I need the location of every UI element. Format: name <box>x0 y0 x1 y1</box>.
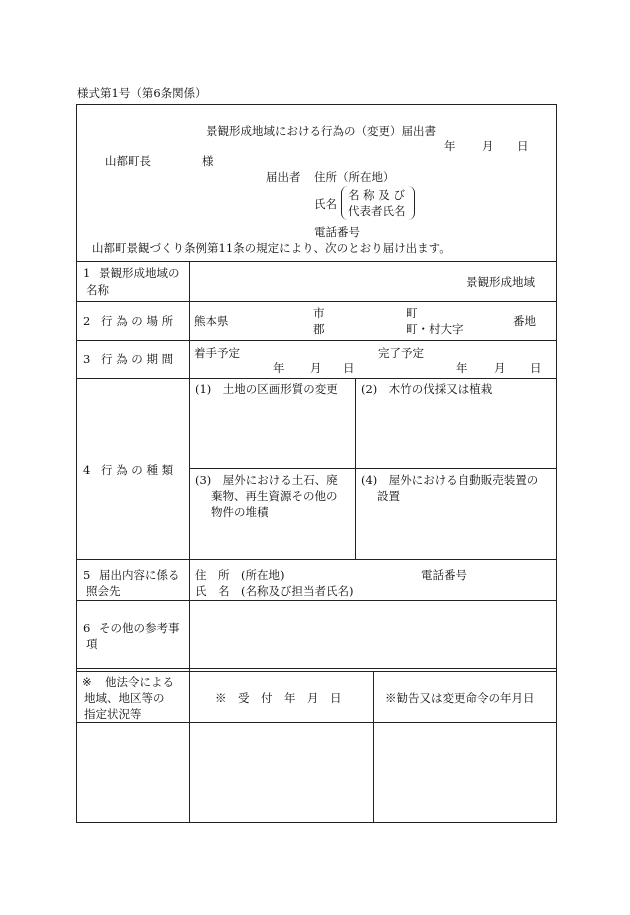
row4-kind4-line2: 設置 <box>377 489 400 503</box>
row5-address: 住 所 (所在地) <box>195 568 285 582</box>
notifier-address-label: 住所（所在地） <box>314 170 395 184</box>
divider-row3 <box>76 378 557 379</box>
notifier-label: 届出者 <box>266 170 301 184</box>
row3-end-month: 月 <box>494 361 506 375</box>
row6-num: 6 <box>83 621 91 635</box>
row2-num: 2 <box>83 314 91 328</box>
divider-label-column <box>189 261 190 823</box>
row3-start-label: 着手予定 <box>194 346 240 360</box>
addressee-honorific: 様 <box>202 154 214 168</box>
notifier-name-label: 氏名 <box>314 197 337 211</box>
row3-end-label: 完了予定 <box>378 346 424 360</box>
row2-town: 町 <box>406 306 418 320</box>
divider-row4-mid <box>189 468 557 469</box>
row4-kind3-line1: (3) 屋外における土石、廃 <box>195 473 338 487</box>
row3-start-year: 年 <box>273 361 285 375</box>
statement: 山都町景観づくり条例第11条の規定により、次のとおり届け出ます。 <box>92 241 451 255</box>
row3-label: 行 為 の 期 間 <box>101 352 174 366</box>
row5-name: 氏 名 (名称及び担当者氏名) <box>195 584 354 598</box>
form-label: 様式第1号（第6条関係） <box>77 86 207 100</box>
divider-bottom-column <box>373 671 374 823</box>
divider-bottom-header <box>76 722 557 723</box>
notifier-name-sub1: 名 称 及 び <box>348 188 405 202</box>
row6-label: その他の参考事 <box>99 621 180 635</box>
row4-kind2: (2) 木竹の伐採又は植栽 <box>361 382 493 396</box>
row1-label: 景観形成地域の <box>99 266 180 280</box>
form-title: 景観形成地域における行為の（変更）届出書 <box>206 124 436 138</box>
divider-row5 <box>76 600 557 601</box>
divider-row2 <box>76 340 557 341</box>
bottom-received-date: ※ 受 付 年 月 日 <box>215 691 342 705</box>
addressee-name: 山都町長 <box>105 154 151 168</box>
divider-row4 <box>76 559 557 560</box>
row2-pref: 熊本県 <box>194 314 229 328</box>
row2-city: 市 <box>313 306 325 320</box>
row1-value: 景観形成地域 <box>466 275 535 289</box>
row4-kind1: (1) 土地の区画形質の変更 <box>195 382 338 396</box>
row4-kind3-line2: 棄物、再生資源その他の <box>211 489 338 503</box>
row4-num: 4 <box>83 463 91 477</box>
bottom-left-line1: 他法令による <box>105 675 174 689</box>
bottom-recommendation-date: ※勧告又は変更命令の年月日 <box>385 691 535 705</box>
row4-kind4-line1: (4) 屋外における自動販売装置の <box>361 473 539 487</box>
row5-num: 5 <box>83 568 91 582</box>
row5-label-2: 照会先 <box>86 584 121 598</box>
row2-lot: 番地 <box>513 314 536 328</box>
row4-kind3-line3: 物件の堆積 <box>211 505 269 519</box>
date-month: 月 <box>482 139 494 153</box>
notifier-name-sub2: 代表者氏名 <box>348 204 406 218</box>
divider-header <box>76 261 557 262</box>
divider-row6 <box>76 668 557 669</box>
row3-end-day: 日 <box>530 361 542 375</box>
row1-num: 1 <box>83 266 91 280</box>
row3-start-month: 月 <box>310 361 322 375</box>
divider-kind-column <box>355 378 356 559</box>
row3-num: 3 <box>83 352 91 366</box>
row3-end-year: 年 <box>456 361 468 375</box>
divider-row1 <box>76 301 557 302</box>
bottom-left-line3: 指定状況等 <box>84 707 142 721</box>
row2-town-village: 町・村大字 <box>406 322 464 336</box>
date-day: 日 <box>517 139 529 153</box>
row2-county: 郡 <box>313 322 325 336</box>
bottom-left-line2: 地域、地区等の <box>84 691 165 705</box>
row1-label-2: 名称 <box>86 283 109 297</box>
date-year: 年 <box>444 139 456 153</box>
row2-label: 行 為 の 場 所 <box>101 314 174 328</box>
divider-row6-double <box>76 671 557 672</box>
bottom-left-mark: ※ <box>82 675 92 689</box>
row4-label: 行 為 の 種 類 <box>101 463 174 477</box>
notifier-phone-label: 電話番号 <box>314 225 360 239</box>
row3-start-day: 日 <box>343 361 355 375</box>
row6-label-2: 項 <box>86 637 98 651</box>
row5-label: 届出内容に係る <box>99 568 180 582</box>
row5-phone: 電話番号 <box>421 568 467 582</box>
